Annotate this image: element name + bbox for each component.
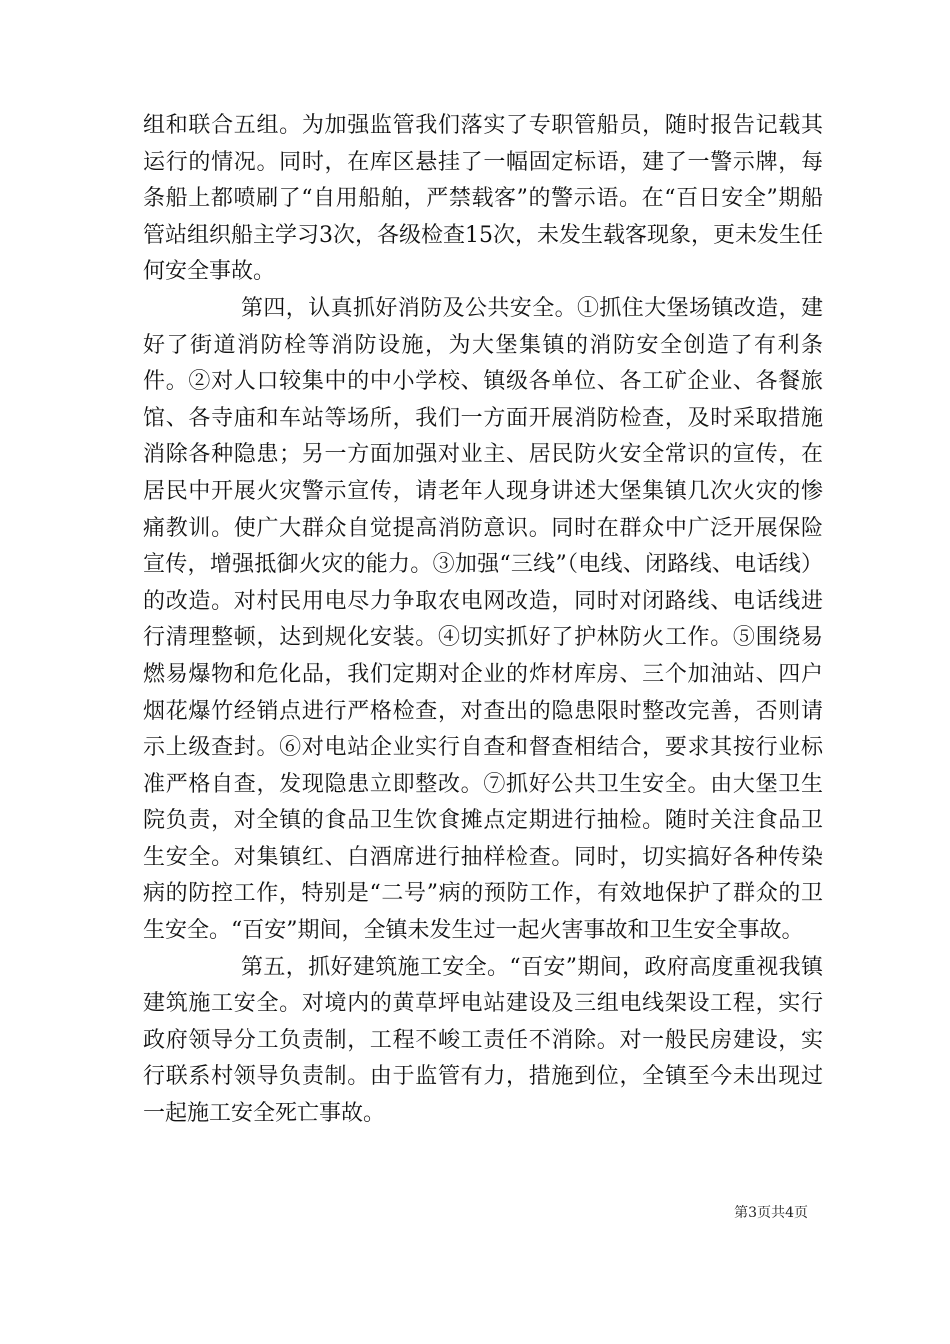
page-number: 第3页共4页 — [734, 1205, 808, 1221]
paragraph-fire-public-safety: 第四，认真抓好消防及公共安全。①抓住大堡场镇改造，建好了街道消防栓等消防设施，为大堡集镇的消防安全创造了有利条件。②对人口较集中的中小学校、镇级各单位、各工矿企业、各餐旅馆、各寺庙和车站等场所，我们一方面开展消防检查，及时采取措施消除各种隐患；另一方面加强对业主、居民防火安全常识的宣传，在居民中开展火灾警示宣传，请老年人现身讲述大堡集镇几次火灾的惨痛教训。使广大群众自觉提高消防意识。同时在群众中广泛开展保险宣传，增强抵御火灾的能力。③加强“三线”（电线、闭路线、电话线）的改造。对村民用电尽力争取农电网改造，同时对闭路线、电话线进行清理整顿，达到规化安装。④切实抓好了护林防火工作。⑤围绕易燃易爆物和危化品，我们定期对企业的炸材库房、三个加油站、四户烟花爆竹经销点进行严格检查，对查出的隐患限时整改完善，否则请示上级查封。⑥对电站企业实行自查和督查相结合，要求其按行业标准严格自查，发现隐患立即整改。⑦抓好公共卫生安全。由大堡卫生院负责，对全镇的食品卫生饮食摊点定期进行抽检。随时关注食品卫生安全。对集镇红、白酒席进行抽样检查。同时，切实搞好各种传染病的防控工作，特别是“二号”病的预防工作，有效地保护了群众的卫生安全。“百安”期间，全镇未发生过一起火害事故和卫生安全事故。 — [143, 295, 823, 944]
paragraph-boat-safety: 组和联合五组。为加强监管我们落实了专职管船员，随时报告记载其运行的情况。同时，在库区悬挂了一幅固定标语，建了一警示牌，每条船上都喷刷了“自用船舶，严禁载客”的警示语。在“百日安全”期船管站组织船主学习3次，各级检查15次，未发生载客现象，更未发生任何安全事故。 — [143, 113, 823, 285]
document-body — [143, 108, 823, 1133]
paragraph-construction-safety: 第五，抓好建筑施工安全。“百安”期间，政府高度重视我镇建筑施工安全。对境内的黄草坪电站建设及三组电线架设工程，实行政府领导分工负责制，工程不峻工责任不消除。对一般民房建设，实行联系村领导负责制。由于监管有力，措施到位，全镇至今未出现过一起施工安全死亡事故。 — [143, 954, 823, 1127]
